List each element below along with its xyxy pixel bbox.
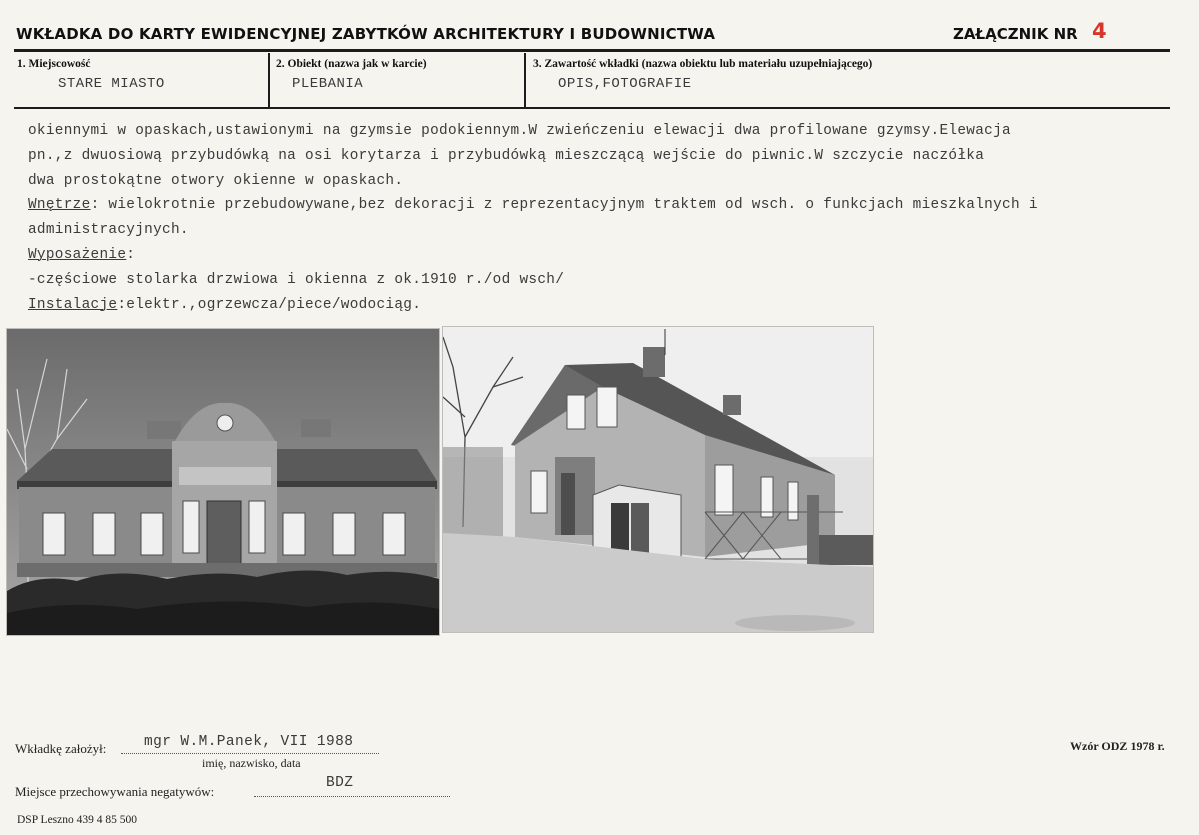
installations-line xyxy=(28,293,1188,318)
contents-value: OPIS,FOTOGRAFIE xyxy=(558,76,692,92)
description-text xyxy=(28,119,1188,317)
equipment-colon: : xyxy=(126,246,136,263)
contents-label: 3. Zawartość wkładki (nazwa obiektu lub materiału uzupełniającego) xyxy=(533,58,873,70)
side-elevation-photo xyxy=(442,326,874,633)
fields-rule xyxy=(14,107,1170,109)
description-line: pn.,z dwuosiową przybudówką na osi korytarza i przybudówką mieszczącą wejście do piwnic.W szczycie naczółka xyxy=(28,147,985,164)
field-divider xyxy=(268,53,270,109)
interior-line xyxy=(28,193,1188,218)
description-line: dwa prostokątne otwory okienne w opaskach. xyxy=(28,172,404,189)
created-by-value: mgr W.M.Panek, VII 1988 xyxy=(144,734,354,750)
object-value: PLEBANIA xyxy=(292,76,364,92)
field-divider xyxy=(524,53,526,109)
equipment-heading-line xyxy=(28,243,1188,268)
form-title: WKŁADKA DO KARTY EWIDENCYJNEJ ZABYTKÓW ARCHITEKTURY I BUDOWNICTWA xyxy=(16,25,716,43)
description-line: okiennymi w opaskach,ustawionymi na gzymsie podokiennym.W zwieńczeniu elewacji dwa profilowane gzymsy.Elewacja xyxy=(28,123,1011,139)
header-rule xyxy=(14,49,1170,52)
interior-text: : wielokrotnie przebudowywane,bez dekoracji z reprezentacyjnym traktem od wsch. o funkcjach mieszkalnych i xyxy=(90,197,1038,214)
object-label: 2. Obiekt (nazwa jak w karcie) xyxy=(276,58,427,70)
installations-text: :elektr.,ogrzewcza/piece/wodociąg. xyxy=(117,296,422,313)
negatives-storage-underline xyxy=(254,796,450,797)
interior-line: administracyjnych. xyxy=(28,222,189,239)
installations-heading: Instalacje xyxy=(28,296,118,313)
negatives-storage-label: Miejsce przechowywania negatywów: xyxy=(15,784,215,799)
negatives-storage-value: BDZ xyxy=(326,775,354,791)
created-by-caption: imię, nazwisko, data xyxy=(202,756,301,770)
equipment-text: -częściowe stolarka drzwiowa i okienna z ok.1910 r./od wsch/ xyxy=(28,271,565,288)
created-by-label: Wkładkę założył: xyxy=(15,741,107,756)
annex-label: ZAŁĄCZNIK NR xyxy=(953,25,1078,43)
interior-heading: Wnętrze xyxy=(28,197,91,214)
annex-number: 4 xyxy=(1092,19,1107,43)
equipment-heading: Wyposażenie xyxy=(28,246,127,263)
facade-photo xyxy=(6,328,440,636)
locality-label: 1. Miejscowość xyxy=(17,58,91,70)
locality-value: STARE MIASTO xyxy=(58,76,165,92)
print-info: DSP Leszno 439 4 85 500 xyxy=(17,814,138,826)
created-by-underline xyxy=(121,753,379,754)
form-template-label: Wzór ODZ 1978 r. xyxy=(1070,739,1165,753)
